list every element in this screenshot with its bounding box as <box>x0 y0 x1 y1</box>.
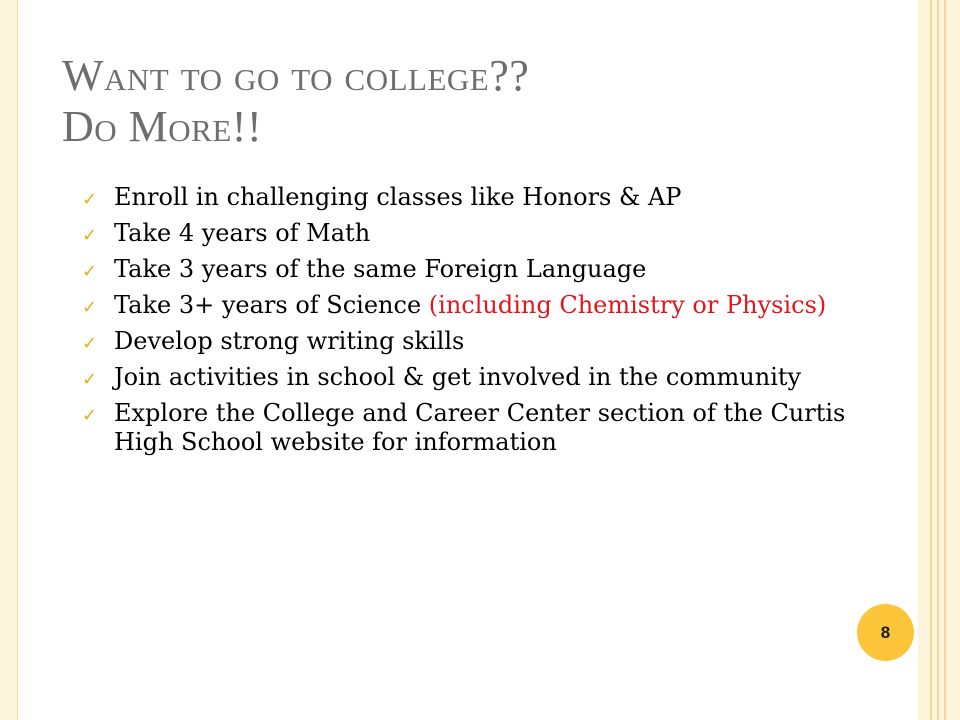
bullet-text: Develop strong writing skills <box>114 327 465 355</box>
bullet-list <box>82 183 862 464</box>
bullet-item <box>82 255 862 284</box>
bullet-text: Take 4 years of Math <box>114 219 371 247</box>
bullet-text: Enroll in challenging classes like Honors & AP <box>114 183 682 211</box>
left-border-line <box>17 0 18 720</box>
check-icon: ✓ <box>82 333 98 354</box>
bullet-text: Take 3+ years of Science <box>114 291 429 319</box>
title-line-1: Want to go to college?? <box>62 51 530 100</box>
bullet-item <box>82 183 862 212</box>
check-icon: ✓ <box>82 261 98 282</box>
bullet-item <box>82 363 862 392</box>
page-number-badge <box>857 604 914 661</box>
check-icon: ✓ <box>82 405 98 426</box>
slide-title <box>62 50 882 152</box>
check-icon: ✓ <box>82 225 98 246</box>
bullet-item <box>82 327 862 356</box>
check-icon: ✓ <box>82 297 98 318</box>
bullet-text: Take 3 years of the same Foreign Language <box>114 255 647 283</box>
bullet-text: Explore the College and Career Center section of the Curtis High School website for information <box>114 399 846 456</box>
check-icon: ✓ <box>82 189 98 210</box>
left-border-band <box>0 0 17 720</box>
title-line-2: Do More!! <box>62 102 263 151</box>
page-number: 8 <box>880 622 891 642</box>
right-border-stripe <box>918 0 930 720</box>
right-border-stripe <box>946 0 960 720</box>
check-icon: ✓ <box>82 369 98 390</box>
bullet-accent-text: (including Chemistry or Physics) <box>428 291 827 319</box>
bullet-item <box>82 291 862 320</box>
bullet-text: Join activities in school & get involved in the community <box>114 363 802 391</box>
bullet-item <box>82 399 862 457</box>
bullet-item <box>82 219 862 248</box>
